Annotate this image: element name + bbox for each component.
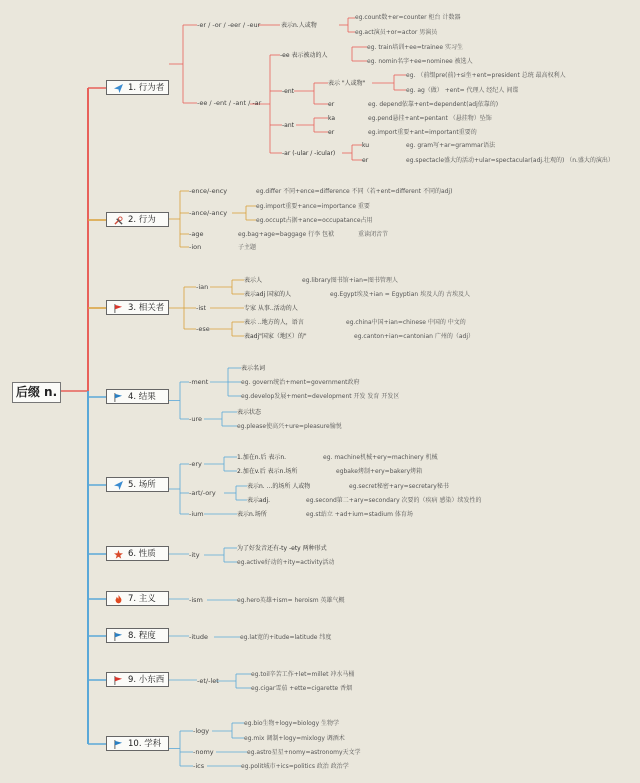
example-development: eg.develop发展+ment=development 开发 发育 开发区 <box>241 393 400 400</box>
send-icon <box>114 84 123 93</box>
suffix-ee-desc: -ee 表示被动的人 <box>280 52 328 59</box>
suffix-ity-desc: 为了好发音还有-ty -ety 两种形式 <box>237 545 327 552</box>
example-secretary: eg.secret秘密+ary=secretary秘书 <box>349 483 449 490</box>
category-6-box[interactable] <box>106 546 169 561</box>
example-chinese: eg.china中国+ian=chinese 中国的 中文的 <box>346 319 466 326</box>
example-machinery: eg. machine机械+ery=machinery 机械 <box>323 454 438 461</box>
example-mixlogy: eg.mix 调制+logy=mixlogy 调酒术 <box>244 735 345 742</box>
flag-icon <box>114 304 123 313</box>
suffix-er-or-eer-eur[interactable]: -er / -or / -eer / -eur <box>197 21 261 29</box>
suffix-ese-desc-2: 表adj"国家（地区）的" <box>244 333 307 340</box>
category-7-label: 7. 主义 <box>128 594 156 604</box>
suffix-ent[interactable]: -ent <box>282 88 295 95</box>
category-10-label: 10. 学科 <box>128 739 162 749</box>
flag-icon <box>114 676 123 685</box>
example-spectacular: eg.spectacle盛大的活动+ular=spectacular(adj.壮观的) （n.盛大的演出） <box>406 157 614 164</box>
suffix-ar-ku: ku <box>362 142 370 149</box>
suffix-ist[interactable]: -ist <box>196 304 207 312</box>
category-10-box[interactable] <box>106 736 169 751</box>
category-1-box[interactable] <box>106 80 169 95</box>
suffix-ist-desc: 专家 从事..活动的人 <box>244 305 298 312</box>
category-3-box[interactable] <box>106 300 169 315</box>
example-pleasure: eg.please使高兴+ure=pleasure愉悦 <box>237 423 342 430</box>
category-5-box[interactable] <box>106 477 169 492</box>
suffix-ium-desc: 表示n.场所 <box>237 511 267 518</box>
category-2-box[interactable] <box>106 212 169 227</box>
flag-icon <box>114 632 123 641</box>
category-9-box[interactable] <box>106 672 169 687</box>
category-8-label: 8. 程度 <box>128 631 156 641</box>
example-millet: eg.toil辛苦工作+let=millet 冲水马桶 <box>251 671 355 678</box>
example-cigarette: eg.cigar雪茄 +ette=cigarette 香烟 <box>251 685 353 692</box>
suffix-ium[interactable]: -ium <box>189 510 204 518</box>
suffix-ment[interactable]: -ment <box>189 378 209 386</box>
subtopic: 子主题 <box>238 244 257 251</box>
suffix-logy[interactable]: -logy <box>193 727 210 735</box>
example-egyptian: eg.Egypt埃及+ian = Egyptian 埃及人的 古埃及人 <box>330 291 471 298</box>
suffix-ar-er: er <box>362 157 369 164</box>
star-icon <box>114 550 123 559</box>
example-secondary: eg.second第二+ary=secondary 次要的（疾病 感染）续发性的 <box>306 497 482 504</box>
example-grammar: eg. gram写+ar=grammar语法 <box>406 142 496 149</box>
fire-icon <box>114 595 123 604</box>
example-politics: eg.polit城市+ics=politics 政治 政治学 <box>241 763 349 770</box>
category-6-label: 6. 性质 <box>128 549 156 559</box>
example-biology: eg.bio生物+logy=biology 生物学 <box>244 720 340 727</box>
suffix-ian-desc-1: 表示人 <box>244 277 263 284</box>
root-node[interactable]: 后缀 n. <box>12 382 61 403</box>
suffix-ese-desc-1: 表示 ..地方的人，语言 <box>244 319 304 326</box>
flag-icon <box>114 740 123 749</box>
example-heroism: eg.hero英雄+ism= heroism 英雄气概 <box>237 597 345 604</box>
tools-icon <box>114 216 123 225</box>
example-actor: eg.act演员+or=actor 男演员 <box>355 29 438 36</box>
suffix-ism[interactable]: -ism <box>189 596 203 604</box>
category-4-label: 4. 结果 <box>128 392 156 402</box>
example-latitude: eg.lat宽的+itude=latitude 纬度 <box>240 634 332 641</box>
example-dependent: eg. depend依靠+ent=dependent(adj依靠的) <box>368 101 499 108</box>
suffix-ery[interactable]: -ery <box>189 460 202 468</box>
suffix-ion[interactable]: -ion <box>189 243 202 251</box>
suffix-itude[interactable]: -itude <box>189 633 208 641</box>
suffix-et-let[interactable]: -et/-let <box>197 677 219 685</box>
example-trainee: eg. train培训+ee=trainee 实习生 <box>367 44 463 51</box>
category-9-label: 9. 小东西 <box>128 675 165 685</box>
example-bakery: egbake烤制+ery=bakery烤箱 <box>336 468 423 475</box>
suffix-ery-desc-1: 1.加在n.后 表示n. <box>237 454 287 461</box>
suffix-ance-ancy[interactable]: -ance/-ancy <box>189 209 228 217</box>
example-occupatance: eg.occupt占据+ance=occupatance占用 <box>256 217 373 224</box>
example-cantonian: eg.canton+ian=cantonian 广州的（adj） <box>354 333 475 340</box>
suffix-age[interactable]: -age <box>189 230 204 238</box>
suffix-ant-er: er <box>328 129 335 136</box>
suffix-ery-desc-2: 2.加在v.后 表示n.场所 <box>237 468 298 475</box>
example-counter: eg.count数+er=counter 柜台 计数器 <box>355 14 461 21</box>
note-closed-syllable: 重读闭音节 <box>358 231 389 238</box>
example-government: eg. govern统治+ment=government政府 <box>241 379 360 386</box>
suffix-ics[interactable]: -ics <box>193 762 205 770</box>
suffix-ian-desc-2: 表示adj 国家的人 <box>244 291 292 298</box>
suffix-ence-ency[interactable]: -ence/-ency <box>189 187 228 195</box>
suffix-ant[interactable]: -ant <box>282 122 294 129</box>
suffix-er-desc: 表示n.人或物 <box>281 22 317 29</box>
example-stadium: eg.st站立 +ad+ium=stadium 体育场 <box>306 511 413 518</box>
suffix-ee-ent-ant-ar[interactable]: -ee / -ent / -ant / -ar <box>197 99 262 107</box>
suffix-ure-desc: 表示状态 <box>237 409 262 416</box>
example-nominee: eg. nomin名字+ee=nominee 被选人 <box>367 58 473 65</box>
example-baggage: eg.bag+age=baggage 行李 包袱 <box>238 231 335 238</box>
suffix-art-desc-2: 表示adj. <box>247 497 271 504</box>
example-importance: eg.import重要+ance=importance 重要 <box>256 203 370 210</box>
suffix-ian[interactable]: -ian <box>196 283 209 291</box>
suffix-art-desc-1: 表示n. ...的场所 人或物 <box>247 483 311 490</box>
category-8-box[interactable] <box>106 628 169 643</box>
example-pendant: eg.pend悬挂+ant=pentant （悬挂物）坠饰 <box>368 115 492 122</box>
suffix-ure[interactable]: -ure <box>189 415 202 423</box>
category-4-box[interactable] <box>106 389 169 404</box>
example-librarian: eg.library图书馆+ian=图书管理人 <box>302 277 398 284</box>
example-important: eg.import重要+ant=important重要的 <box>368 129 477 136</box>
suffix-ese[interactable]: -ese <box>196 325 210 333</box>
suffix-ent-er: er <box>328 101 335 108</box>
category-5-label: 5. 场所 <box>128 480 156 490</box>
example-president: eg. （前缀pre(前)+si坐+ent=president 总统 最高权利人 <box>406 72 566 79</box>
example-agent: eg. ag（做） +ent= 代理人 经纪人 间谍 <box>406 87 519 94</box>
suffix-ant-ka: ka <box>328 115 336 122</box>
example-astronomy: eg.astro星星+nomy=astronomy天文学 <box>247 749 361 756</box>
send-icon <box>114 481 123 490</box>
category-7-box[interactable] <box>106 591 169 606</box>
suffix-ar-ular-icular[interactable]: -ar (-ular / -icular) <box>282 150 336 157</box>
category-1-label: 1. 行为者 <box>128 83 165 93</box>
suffix-ment-desc: 表示名词 <box>241 365 266 372</box>
suffix-art-ory[interactable]: -art/-ory <box>189 489 216 497</box>
flag-icon <box>114 393 123 402</box>
suffix-ity[interactable]: -ity <box>189 551 200 559</box>
example-difference: eg.differ 不同+ence=difference 不同（若+ent=different 不同的adj) <box>256 188 453 195</box>
category-2-label: 2. 行为 <box>128 215 156 225</box>
suffix-nomy[interactable]: -nomy <box>193 748 214 756</box>
category-3-label: 3. 相关者 <box>128 303 165 313</box>
suffix-ent-desc: 表示 "人或物" <box>328 80 366 87</box>
example-activity: eg.active好动的+ity=activity活动 <box>237 559 335 566</box>
